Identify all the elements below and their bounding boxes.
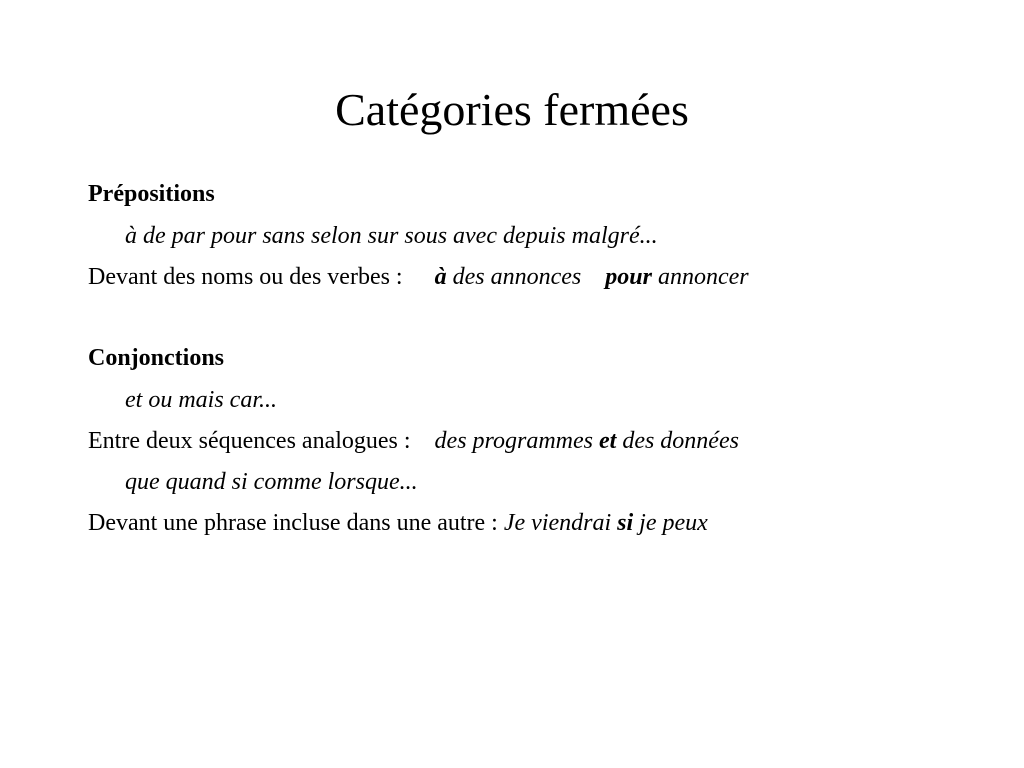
coordinating-usage-label: Entre deux séquences analogues : [88, 428, 411, 454]
prepositions-usage-line [88, 261, 749, 293]
prepositions-usage-label: Devant des noms ou des verbes : [88, 264, 403, 290]
subordinating-conjunctions-list: que quand si comme lorsque... [125, 469, 418, 495]
subordinating-example-post: je peux [639, 510, 708, 536]
subordinating-usage-label: Devant une phrase incluse dans une autre : [88, 510, 498, 536]
subordinating-usage-line [88, 507, 708, 539]
prepositions-example1-rest: des annonces [452, 264, 582, 290]
coordinating-example-pre: des programmes [434, 428, 593, 454]
coordinating-example-post: des données [622, 428, 739, 454]
coordinating-usage-line [88, 425, 739, 457]
prepositions-example1-word: à [434, 264, 447, 290]
prepositions-example2-rest: annoncer [657, 264, 749, 290]
coordinating-example-word: et [598, 428, 617, 454]
subordinating-example-pre: Je viendrai [503, 510, 612, 536]
prepositions-example2-word: pour [605, 264, 652, 290]
prepositions-list: à de par pour sans selon sur sous avec depuis malgré... [125, 223, 658, 249]
conjunctions-heading: Conjonctions [88, 345, 225, 371]
subordinating-example-word: si [617, 510, 634, 536]
slide-title: Catégories fermées [335, 84, 689, 135]
prepositions-heading: Prépositions [88, 181, 215, 207]
coordinating-conjunctions-list: et ou mais car... [125, 387, 277, 413]
